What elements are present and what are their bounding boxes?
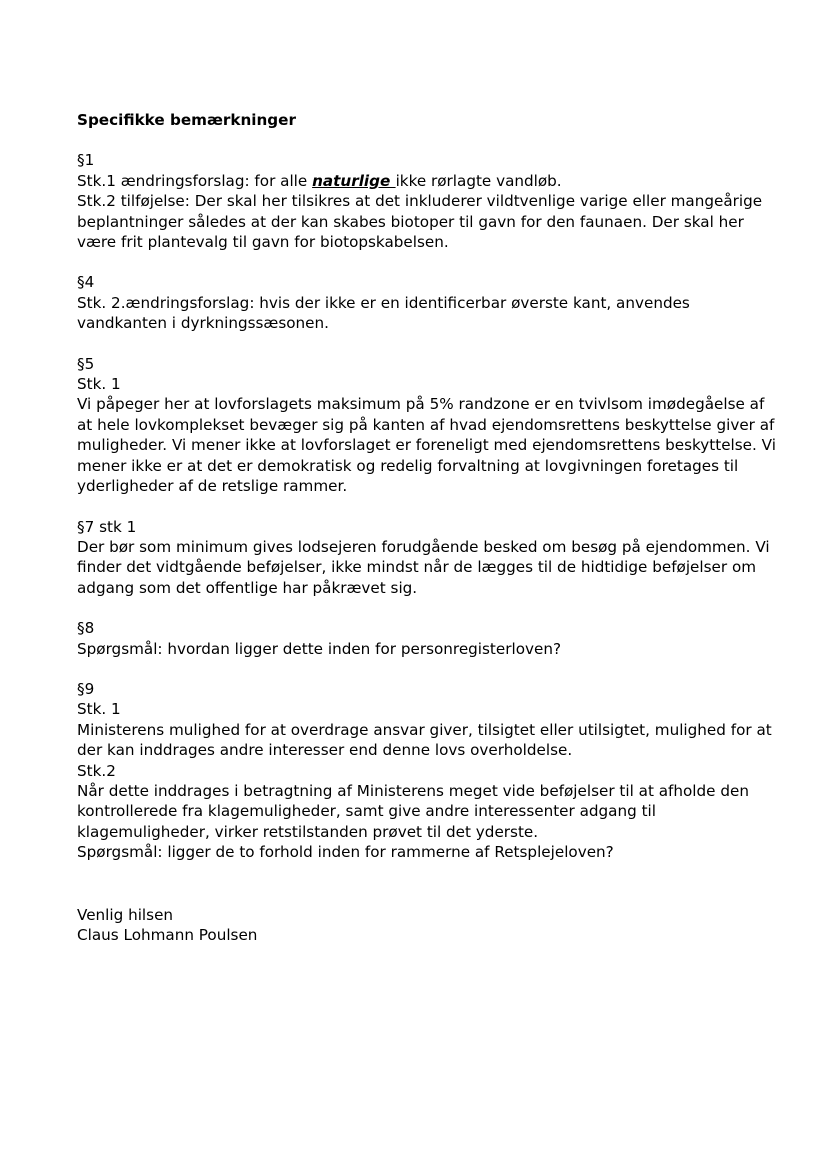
section-8-title: §8 — [77, 619, 95, 638]
section-1-title: §1 — [77, 151, 95, 170]
section-9-text2: Når dette inddrages i betragtning af Ministerens meget vide beføjelser til at afholde den kontrollerede fra klagemuligheder, samt give andre interessenter adgang til klagemuligheder, virker retstilstanden prøvet til det yderste. — [77, 781, 749, 841]
section-1 — [77, 150, 777, 252]
section-4-text: Stk. 2.ændringsforslag: hvis der ikke er en identificerbar øverste kant, anvendes vandkanten i dyrkningssæsonen. — [77, 293, 690, 333]
closing — [77, 905, 777, 946]
section-8 — [77, 618, 777, 659]
section-9-text1: Ministerens mulighed for at overdrage ansvar giver, tilsigtet eller utilsigtet, mulighed for at der kan inddrages andre interesser end denne lovs overholdelse. — [77, 720, 772, 760]
document-heading: Specifikke bemærkninger — [77, 111, 296, 129]
section-8-text: Spørgsmål: hvordan ligger dette inden for personregisterloven? — [77, 639, 562, 658]
section-1-stk2: Stk.2 tilføjelse: Der skal her tilsikres at det inkluderer vildtvenlige varige eller mangeårige beplantninger således at der kan skabes biotoper til gavn for den faunaen. Der skal her være frit plantevalg til gavn for biotopskabelsen. — [77, 192, 763, 252]
section-9-stk1: Stk. 1 — [77, 700, 121, 719]
section-7-text: Der bør som minimum gives lodsejeren forudgående besked om besøg på ejendommen. Vi finder det vidtgående beføjelser, ikke mindst når de lægges til de hidtidige beføjelser om adgang som det offentlige har påkrævet sig. — [77, 537, 770, 597]
section-1-stk1-pre: Stk.1 ændringsforslag: for alle — [77, 171, 313, 190]
section-9-question: Spørgsmål: ligger de to forhold inden for rammerne af Retsplejeloven? — [77, 843, 614, 862]
section-1-stk1-emphasis: naturlige — [312, 171, 396, 190]
section-4 — [77, 272, 777, 333]
section-9-stk2: Stk.2 — [77, 761, 116, 780]
section-9-title: §9 — [77, 679, 95, 698]
closing-greeting: Venlig hilsen — [77, 905, 174, 924]
section-4-title: §4 — [77, 273, 95, 292]
section-5-text: Vi påpeger her at lovforslagets maksimum på 5% randzone er en tvivlsom imødegåelse af at hele lovkomplekset bevæger sig på kanten af hvad ejendomsrettens beskyttelse giver af muligheder. Vi mener ikke at lovforslaget er foreneligt med ejendomsrettens beskyttelse. Vi mener ikke er at det er demokratisk og redelig forvaltning at lovgivningen foretages til yderligheder af de retslige rammer. — [77, 395, 776, 496]
section-9 — [77, 679, 777, 863]
section-1-stk1-post: ikke rørlagte vandløb. — [395, 171, 562, 190]
section-5-title: §5 — [77, 354, 95, 373]
section-1-stk1 — [77, 171, 777, 191]
section-5-stk: Stk. 1 — [77, 375, 121, 394]
document-body — [77, 110, 777, 945]
section-7 — [77, 517, 777, 599]
section-7-title: §7 stk 1 — [77, 517, 137, 536]
section-5 — [77, 354, 777, 497]
closing-name: Claus Lohmann Poulsen — [77, 926, 258, 944]
